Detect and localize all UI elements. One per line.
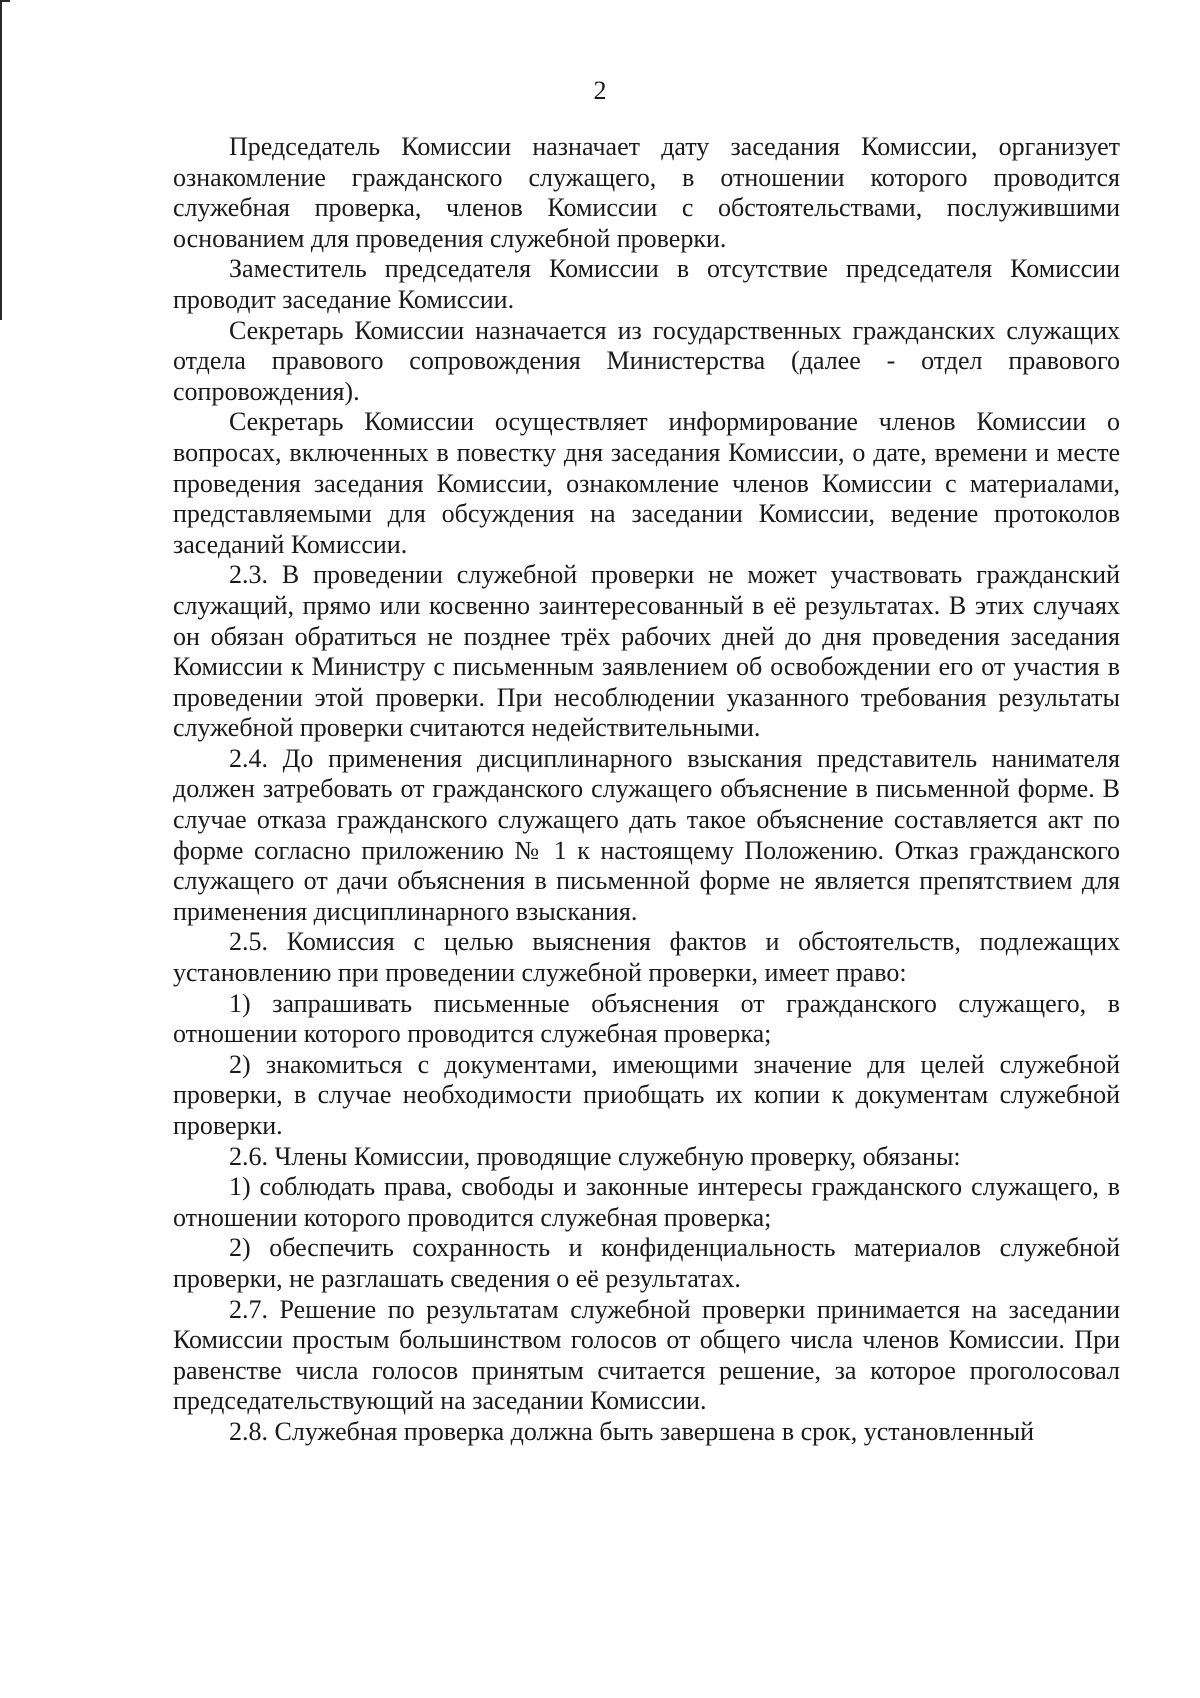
paragraph-chairman-duties: Председатель Комиссии назначает дату заседания Комиссии, организует ознакомление гражданского служащего, в отношении которого проводится служебная проверка, членов Комиссии с обстоятельствами, послужившими основанием для проведения служебной проверки.: [173, 132, 1120, 253]
paragraph-2-6-item-2: 2) обеспечить сохранность и конфиденциальность материалов служебной проверки, не разглашать сведения о её результатах.: [173, 1233, 1120, 1293]
paragraph-2-5-item-2: 2) знакомиться с документами, имеющими значение для целей служебной проверки, в случае необходимости приобщать их копии к документам служебной проверки.: [173, 1049, 1120, 1140]
scan-edge-tick: [0, 0, 10, 2]
paragraph-secretary-appointment: Секретарь Комиссии назначается из государственных гражданских служащих отдела правового сопровождения Министерства (далее - отдел правового сопровождения).: [173, 315, 1120, 406]
paragraph-2-4: 2.4. До применения дисциплинарного взыскания представитель нанимателя должен затребовать от гражданского служащего объяснение в письменной форме. В случае отказа гражданского служащего дать такое объяснение составляется акт по форме согласно приложению № 1 к настоящему Положению. Отказ гражданского служащего от дачи объяснения в письменной форме не является препятствием для применения дисциплинарного взыскания.: [173, 743, 1120, 926]
paragraph-2-3: 2.3. В проведении служебной проверки не может участвовать гражданский служащий, прямо или косвенно заинтересованный в её результатах. В этих случаях он обязан обратиться не позднее трёх рабочих дней до дня проведения заседания Комиссии к Министру с письменным заявлением об освобождении его от участия в проведении этой проверки. При несоблюдении указанного требования результаты служебной проверки считаются недействительными.: [173, 560, 1120, 743]
paragraph-2-5: 2.5. Комиссия с целью выяснения фактов и обстоятельств, подлежащих установлению при проведении служебной проверки, имеет право:: [173, 927, 1120, 988]
paragraph-2-6-item-1: 1) соблюдать права, свободы и законные интересы гражданского служащего, в отношении которого проводится служебная проверка;: [173, 1172, 1120, 1232]
scan-edge-line: [0, 0, 2, 320]
paragraph-deputy-chairman: Заместитель председателя Комиссии в отсутствие председателя Комиссии проводит заседание Комиссии.: [173, 254, 1120, 314]
document-body: [173, 132, 1120, 1448]
paragraph-2-7: 2.7. Решение по результатам служебной проверки принимается на заседании Комиссии простым большинством голосов от общего числа членов Комиссии. При равенстве числа голосов принятым считается решение, за которое проголосовал председательствующий на заседании Комиссии.: [173, 1294, 1120, 1416]
paragraph-secretary-duties: Секретарь Комиссии осуществляет информирование членов Комиссии о вопросах, включенных в повестку дня заседания Комиссии, о дате, времени и месте проведения заседания Комиссии, ознакомление членов Комиссии с материалами, представляемыми для обсуждения на заседании Комиссии, ведение протоколов заседаний Комиссии.: [173, 407, 1120, 559]
paragraph-2-5-item-1: 1) запрашивать письменные объяснения от гражданского служащего, в отношении которого проводится служебная проверка;: [173, 988, 1120, 1049]
page-number: 2: [593, 76, 607, 105]
paragraph-2-6: 2.6. Члены Комиссии, проводящие служебную проверку, обязаны:: [229, 1141, 961, 1171]
paragraph-2-8: 2.8. Служебная проверка должна быть завершена в срок, установленный: [229, 1416, 1035, 1446]
